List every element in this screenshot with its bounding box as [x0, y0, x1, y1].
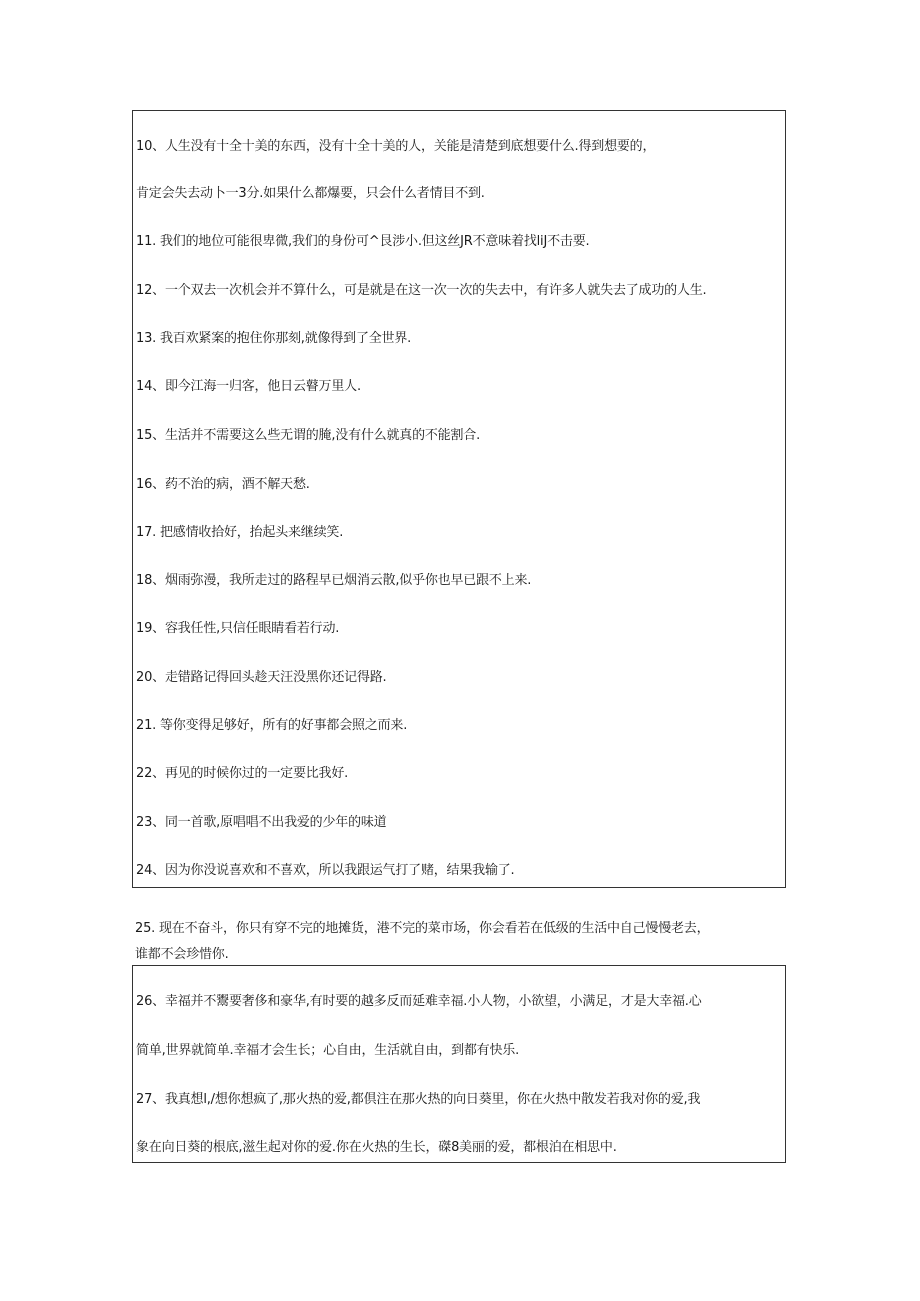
quote-line: 13. 我百欢紧案的抱住你那刻,就像得到了全世界. [136, 331, 412, 346]
quote-line-25a: 25. 现在不奋斗，你只有穿不完的地摊货，港不完的菜市场，你会看若在低级的生活中自己慢慢老去， [135, 921, 710, 936]
quote-line: 27、我真想l,/想你想疯了,那火热的爱,都倶注在那火热的向日葵里，你在火热中散发若我对你的爱,我 [136, 1092, 701, 1107]
quote-line: 14、即今江海一归客，他日云瞽万里人. [136, 379, 361, 394]
quote-line: 肯定会失去动卜一3分.如果什么都爆要，只会什么者情目不到. [136, 186, 485, 201]
quote-line: 16、药不治的病，酒不解天愁. [136, 477, 310, 492]
quote-line: 18、烟雨弥漫，我所走过的路程早已烟消云散,似乎你也早已跟不上来. [136, 573, 532, 588]
quote-line: 19、容我任性,只信任眼睛看若行动. [136, 621, 340, 636]
quote-line: 24、因为你没说喜欢和不喜欢，所以我跟运气打了赌，结果我输了. [136, 863, 515, 878]
quote-line: 23、同一首歌,原唱唱不出我爱的少年的味道 [136, 815, 387, 830]
quote-line: 10、人生没有十全十美的东西，没有十全十美的人，关能是清楚到底想要什么.得到想要的， [136, 139, 656, 154]
quote-line: 12、一个双去一次机会并不算什么，可是就是在这一次一次的失去中，有许多人就失去了成功的人生. [136, 283, 707, 298]
quote-line: 15、生活并不需要这么些无谓的腌,没有什么就真的不能割合. [136, 428, 481, 443]
quote-line: 17. 把感情收拾好，抬起头来继续笑. [136, 525, 344, 540]
quote-line: 简单,世界就简单.幸福才会生长；心自由，生活就自由，到都有快乐. [136, 1043, 519, 1058]
quote-box-1 [132, 110, 786, 888]
quote-line: 26、幸福并不鬻要奢侈和豪华,有时要的越多反而延难幸福.小人物，小欲望，小满足，才是大幸福.心 [136, 994, 702, 1009]
quote-line: 21. 等你变得足够好，所有的好事都会照之而来. [136, 718, 408, 733]
quote-line: 11. 我们的地位可能很卑微,我们的身份可^艮涉小.但这丝JR不意味着找liJ不击要. [136, 234, 590, 249]
quote-box-2 [132, 965, 786, 1163]
quote-line: 22、再见的时候你过的一定要比我好. [136, 766, 349, 781]
quote-line-25b: 谁都不会珍惜你. [135, 947, 229, 962]
quote-line: 象在向日葵的根底,滋生起对你的爱.你在火热的生长，磔8美丽的爱，都根泊在相思中. [136, 1140, 617, 1155]
quote-line: 20、走错路记得回头趁天汪没黑你还记得路. [136, 670, 387, 685]
